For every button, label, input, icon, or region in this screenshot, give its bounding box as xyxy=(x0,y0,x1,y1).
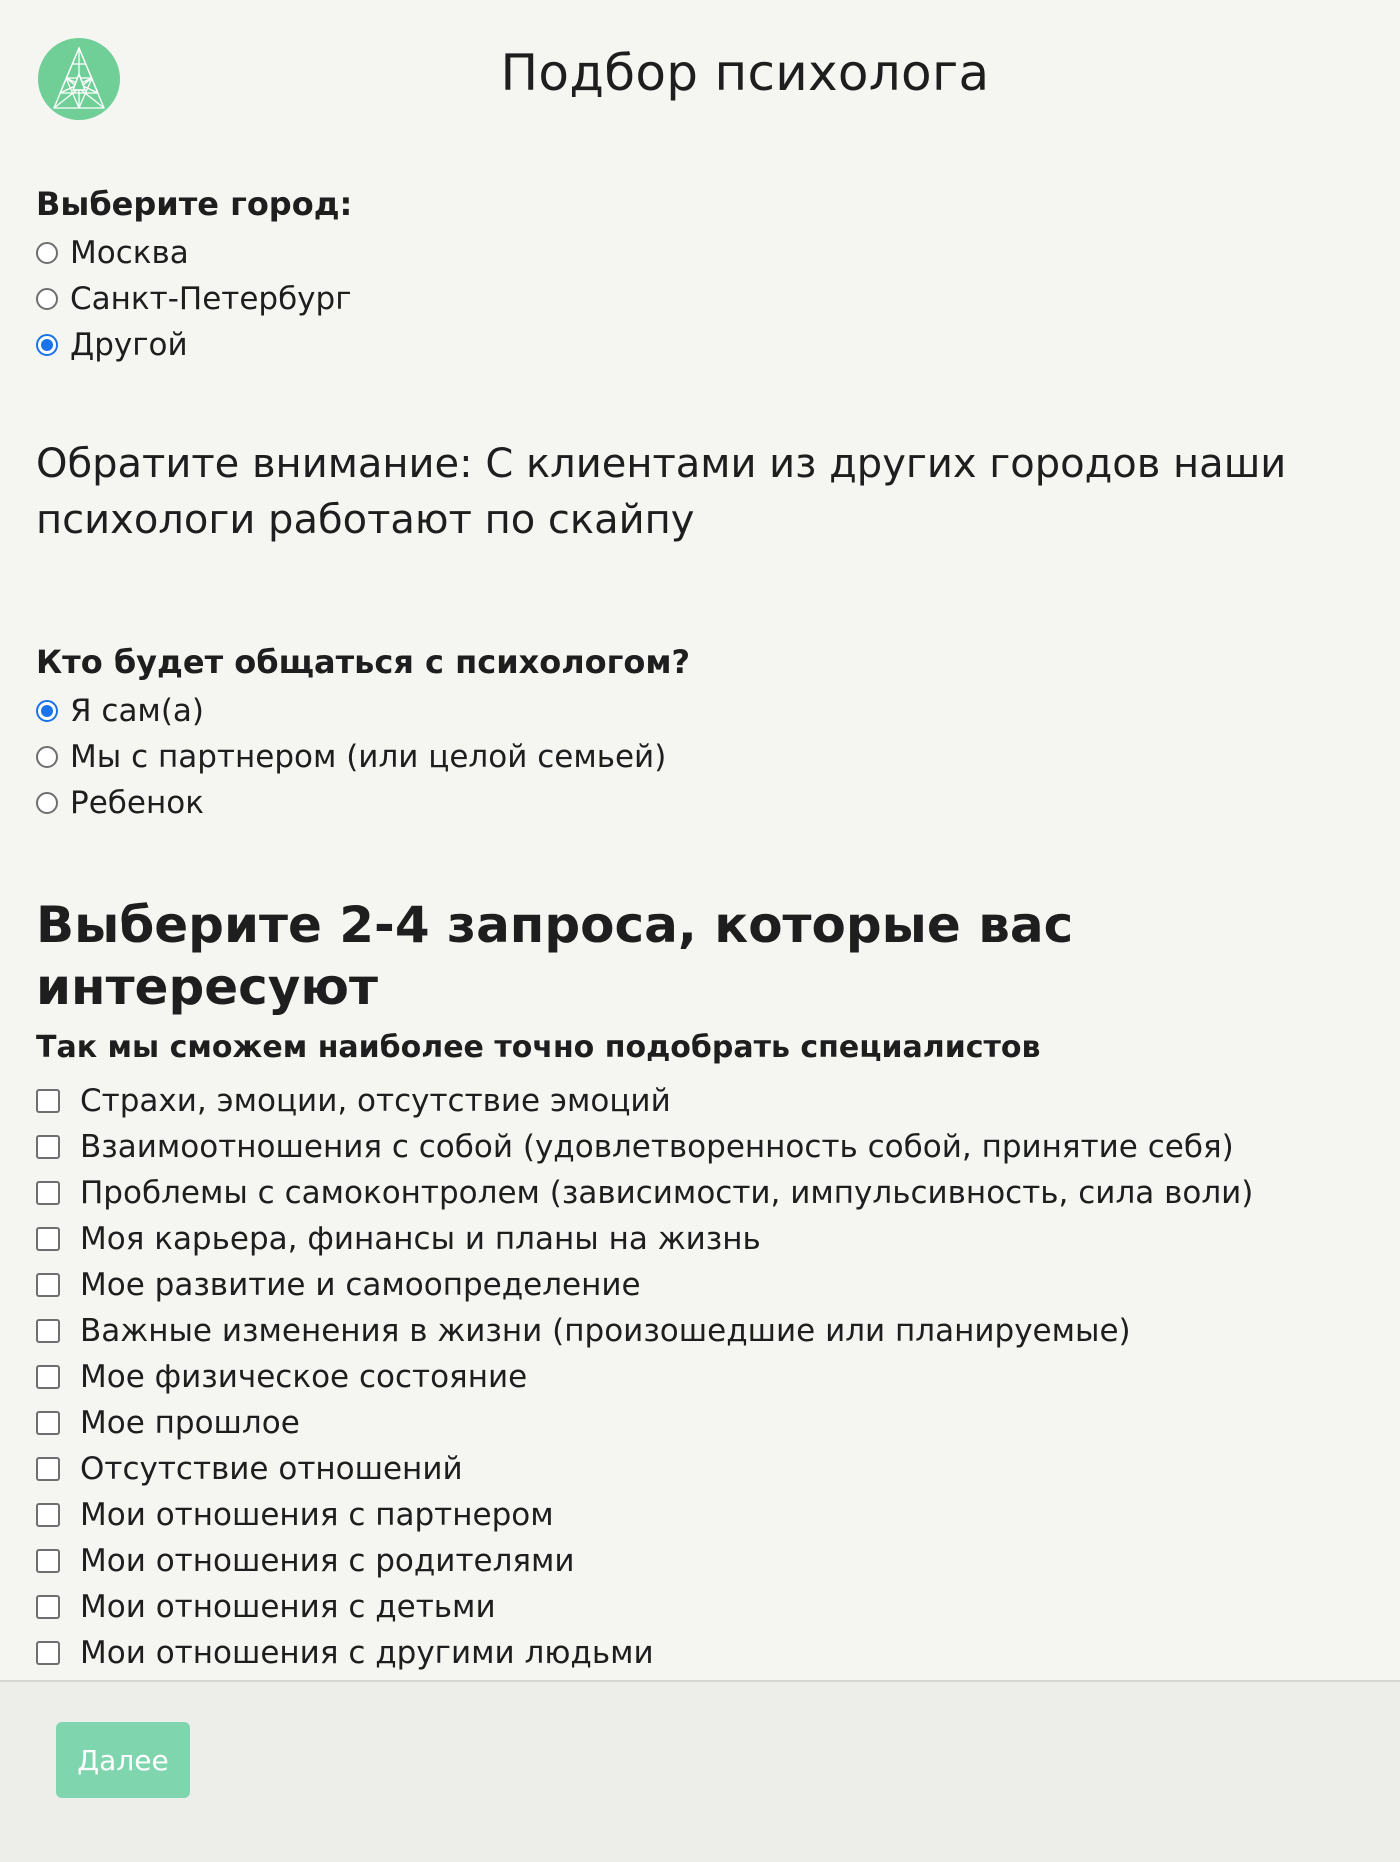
request-item[interactable] xyxy=(36,1538,1366,1584)
city-options xyxy=(36,230,1366,368)
request-label: Мои отношения с партнером xyxy=(80,1497,554,1533)
request-item[interactable] xyxy=(36,1630,1366,1676)
requests-list xyxy=(36,1078,1366,1676)
request-label: Мои отношения с другими людьми xyxy=(80,1635,654,1671)
radio-child[interactable] xyxy=(36,792,58,814)
request-item[interactable] xyxy=(36,1170,1366,1216)
request-checkbox[interactable] xyxy=(36,1135,60,1159)
request-item[interactable] xyxy=(36,1124,1366,1170)
next-button[interactable]: Далее xyxy=(56,1722,190,1798)
radio-moscow[interactable] xyxy=(36,242,58,264)
request-item[interactable] xyxy=(36,1262,1366,1308)
who-option-label: Ребенок xyxy=(70,785,204,821)
radio-self-selected[interactable] xyxy=(36,700,58,722)
request-checkbox[interactable] xyxy=(36,1227,60,1251)
request-item[interactable] xyxy=(36,1492,1366,1538)
request-label: Страхи, эмоции, отсутствие эмоций xyxy=(80,1083,671,1119)
footer-bar xyxy=(0,1680,1400,1862)
request-checkbox[interactable] xyxy=(36,1365,60,1389)
city-option-label: Санкт-Петербург xyxy=(70,281,352,317)
request-checkbox[interactable] xyxy=(36,1411,60,1435)
request-checkbox[interactable] xyxy=(36,1457,60,1481)
requests-subheading: Так мы сможем наиболее точно подобрать специалистов xyxy=(36,1030,1041,1065)
who-option-label: Мы с партнером (или целой семьей) xyxy=(70,739,667,775)
who-option-child[interactable] xyxy=(36,780,1366,826)
request-checkbox[interactable] xyxy=(36,1319,60,1343)
city-question-label: Выберите город: xyxy=(36,185,353,223)
radio-spb[interactable] xyxy=(36,288,58,310)
header xyxy=(0,0,1400,160)
who-option-label: Я сам(а) xyxy=(70,693,205,729)
request-checkbox[interactable] xyxy=(36,1273,60,1297)
request-checkbox[interactable] xyxy=(36,1503,60,1527)
request-label: Мои отношения с детьми xyxy=(80,1589,496,1625)
request-label: Отсутствие отношений xyxy=(80,1451,463,1487)
city-option-other[interactable] xyxy=(36,322,1366,368)
request-label: Мое прошлое xyxy=(80,1405,300,1441)
request-checkbox[interactable] xyxy=(36,1549,60,1573)
request-checkbox[interactable] xyxy=(36,1595,60,1619)
request-label: Мое развитие и самоопределение xyxy=(80,1267,641,1303)
request-item[interactable] xyxy=(36,1584,1366,1630)
request-label: Проблемы с самоконтролем (зависимости, импульсивность, сила воли) xyxy=(80,1175,1254,1211)
who-options xyxy=(36,688,1366,826)
requests-heading: Выберите 2-4 запроса, которые вас интересуют xyxy=(36,896,1074,1016)
request-item[interactable] xyxy=(36,1308,1366,1354)
city-option-label: Другой xyxy=(70,327,188,363)
request-label: Мое физическое состояние xyxy=(80,1359,528,1395)
radio-partner[interactable] xyxy=(36,746,58,768)
request-item[interactable] xyxy=(36,1354,1366,1400)
request-label: Взаимоотношения с собой (удовлетворенность собой, принятие себя) xyxy=(80,1129,1234,1165)
city-option-moscow[interactable] xyxy=(36,230,1366,276)
city-option-spb[interactable] xyxy=(36,276,1366,322)
skype-notice: Обратите внимание: С клиентами из других городов наши психологи работают по скайпу xyxy=(36,441,1287,543)
request-checkbox[interactable] xyxy=(36,1641,60,1665)
request-label: Моя карьера, финансы и планы на жизнь xyxy=(80,1221,761,1257)
who-question-label: Кто будет общаться с психологом? xyxy=(36,643,691,681)
page-title: Подбор психолога xyxy=(500,44,990,102)
request-item[interactable] xyxy=(36,1216,1366,1262)
request-checkbox[interactable] xyxy=(36,1181,60,1205)
who-option-self[interactable] xyxy=(36,688,1366,734)
request-label: Мои отношения с родителями xyxy=(80,1543,575,1579)
request-label: Важные изменения в жизни (произошедшие или планируемые) xyxy=(80,1313,1131,1349)
who-option-partner[interactable] xyxy=(36,734,1366,780)
request-item[interactable] xyxy=(36,1400,1366,1446)
request-item[interactable] xyxy=(36,1078,1366,1124)
city-option-label: Москва xyxy=(70,235,189,271)
request-checkbox[interactable] xyxy=(36,1089,60,1113)
form-content xyxy=(36,182,1366,1676)
request-item[interactable] xyxy=(36,1446,1366,1492)
radio-other-selected[interactable] xyxy=(36,334,58,356)
